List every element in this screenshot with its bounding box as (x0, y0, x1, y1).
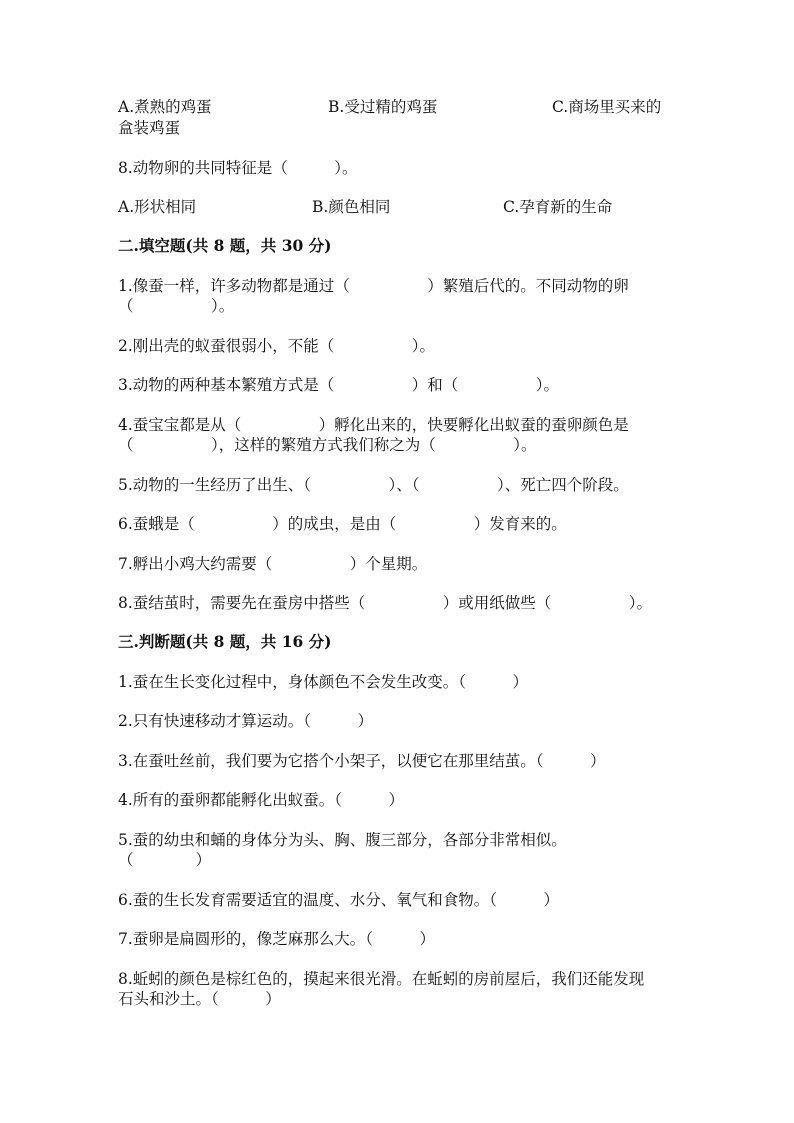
fill-item-5: 5.动物的一生经历了出生、（ ）、（ ）、死亡四个阶段。 (118, 476, 629, 494)
judge-item-2: 2.只有快速移动才算运动。（ ） (118, 712, 374, 730)
judge-item-7: 7.蚕卵是扁圆形的，像芝麻那么大。（ ） (118, 930, 436, 948)
judge-item-4: 4.所有的蚕卵都能孵化出蚁蚕。（ ） (118, 791, 405, 809)
q7-option-a: A.煮熟的鸡蛋 (118, 98, 212, 116)
section-heading-true-false: 三.判断题(共 8 题，共 16 分) (118, 632, 332, 651)
q8-option-b: B.颜色相同 (312, 198, 391, 216)
fill-item-4-line-1: 4.蚕宝宝都是从（ ）孵化出来的，快要孵化出蚁蚕的蚕卵颜色是 (118, 416, 629, 434)
fill-item-8: 8.蚕结茧时，需要先在蚕房中搭些（ ）或用纸做些（ ）。 (118, 594, 653, 612)
fill-item-7: 7.孵出小鸡大约需要（ ）个星期。 (118, 555, 428, 573)
q7-option-c: C.商场里买来的 (552, 98, 662, 116)
judge-item-3: 3.在蚕吐丝前，我们要为它搭个小架子，以便它在那里结茧。（ ） (118, 752, 606, 770)
judge-item-5-line-2: （ ） (118, 851, 212, 869)
judge-item-6: 6.蚕的生长发育需要适宜的温度、水分、氧气和食物。（ ） (118, 891, 560, 909)
judge-item-5-line-1: 5.蚕的幼虫和蛹的身体分为头、胸、腹三部分，各部分非常相似。 (118, 831, 567, 849)
fill-item-3: 3.动物的两种基本繁殖方式是（ ）和（ ）。 (118, 376, 560, 394)
q8-option-c: C.孕育新的生命 (503, 198, 613, 216)
judge-item-8-line-1: 8.蚯蚓的颜色是棕红色的，摸起来很光滑。在蚯蚓的房前屋后，我们还能发现 (118, 970, 645, 988)
fill-item-1-line-1: 1.像蚕一样，许多动物都是通过（ ）繁殖后代的。不同动物的卵 (118, 277, 629, 295)
q8-option-a: A.形状相同 (118, 198, 197, 216)
section-heading-fill-blank: 二.填空题(共 8 题，共 30 分) (118, 236, 332, 255)
q7-option-b: B.受过精的鸡蛋 (328, 98, 438, 116)
judge-item-8-line-2: 石头和沙土。（ ） (118, 990, 281, 1008)
q7-option-c-continued: 盒装鸡蛋 (118, 119, 181, 137)
fill-item-6: 6.蚕蛾是（ ）的成虫，是由（ ）发育来的。 (118, 515, 567, 533)
fill-item-2: 2.刚出壳的蚁蚕很弱小，不能（ ）。 (118, 337, 436, 355)
judge-item-1: 1.蚕在生长变化过程中，身体颜色不会发生改变。（ ） (118, 673, 529, 691)
q8-question: 8.动物卵的共同特征是（ ）。 (118, 159, 358, 177)
fill-item-1-line-2: （ ）。 (118, 297, 235, 315)
fill-item-4-line-2: （ ），这样的繁殖方式我们称之为（ ）。 (118, 436, 537, 454)
